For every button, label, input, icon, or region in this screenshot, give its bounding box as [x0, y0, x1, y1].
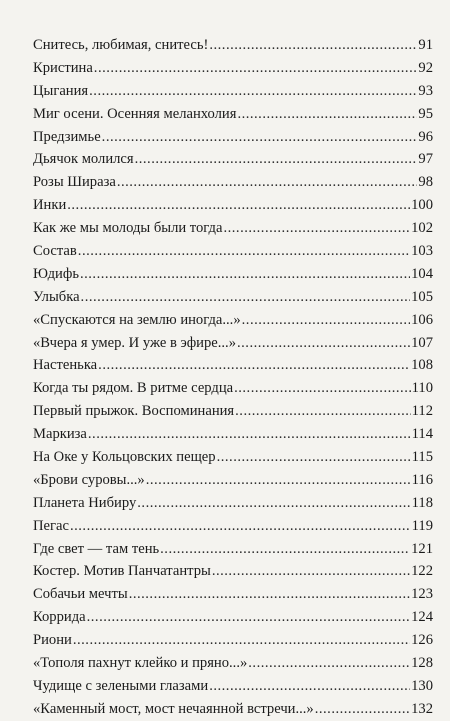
toc-entry-page-number: 130	[411, 677, 433, 694]
toc-entry	[33, 171, 433, 194]
dot-leader	[315, 698, 410, 721]
toc-entry	[33, 126, 433, 149]
toc-entry-title: Планета Нибиру	[33, 494, 137, 511]
toc-entry-page-number: 124	[411, 609, 433, 626]
dot-leader	[78, 240, 410, 263]
toc-entry-title: Снитесь, любимая, снитесь!	[33, 37, 209, 53]
dot-leader	[88, 423, 411, 446]
dot-leader	[81, 286, 411, 309]
dot-leader	[102, 126, 418, 149]
toc-entry-page-number: 93	[418, 82, 433, 99]
toc-entry-title: «Вчера я умер. И уже в эфире...»	[33, 334, 236, 351]
toc-entry-page-number: 107	[411, 334, 433, 351]
toc-entry	[33, 423, 433, 446]
table-of-contents	[33, 34, 433, 721]
toc-entry-page-number: 105	[411, 288, 433, 305]
toc-entry	[33, 583, 433, 606]
dot-leader	[209, 675, 410, 698]
toc-entry-title: «Каменный мост, мост нечаянной встречи...»	[33, 700, 314, 717]
toc-entry-page-number: 110	[411, 380, 433, 397]
toc-entry-title: Кристина	[33, 59, 93, 76]
toc-entry-page-number: 97	[418, 151, 433, 168]
toc-entry	[33, 309, 433, 332]
toc-entry-page-number: 123	[411, 586, 433, 603]
toc-entry	[33, 606, 433, 629]
toc-entry	[33, 515, 433, 538]
dot-leader	[87, 606, 410, 629]
toc-entry-title: Риони	[33, 632, 72, 649]
toc-entry-title: Маркиза	[33, 426, 87, 443]
toc-entry-title: Первый прыжок. Воспоминания	[33, 403, 235, 420]
toc-entry-page-number: 91	[418, 37, 433, 53]
toc-entry-title: Состав	[33, 243, 77, 260]
toc-entry	[33, 194, 433, 217]
toc-entry	[33, 263, 433, 286]
toc-entry-page-number: 104	[411, 265, 433, 282]
toc-entry-page-number: 126	[411, 632, 433, 649]
dot-leader	[160, 538, 410, 561]
toc-entry-title: Когда ты рядом. В ритме сердца	[33, 380, 234, 397]
dot-leader	[70, 515, 411, 538]
toc-entry	[33, 332, 433, 355]
toc-entry	[33, 629, 433, 652]
toc-entry-title: «Брови суровы...»	[33, 471, 145, 488]
toc-entry-title: Розы Шираза	[33, 174, 116, 191]
dot-leader	[235, 400, 410, 423]
toc-entry-page-number: 132	[411, 700, 433, 717]
dot-leader	[217, 446, 411, 469]
toc-entry-title: Юдифь	[33, 265, 79, 282]
toc-entry-page-number: 95	[418, 105, 433, 122]
dot-leader	[80, 263, 410, 286]
toc-entry	[33, 698, 433, 721]
dot-leader	[234, 377, 411, 400]
dot-leader	[117, 171, 418, 194]
toc-entry	[33, 217, 433, 240]
toc-entry-page-number: 121	[411, 540, 433, 557]
dot-leader	[137, 492, 410, 515]
dot-leader	[67, 194, 410, 217]
toc-entry	[33, 103, 433, 126]
toc-entry	[33, 80, 433, 103]
toc-entry-page-number: 106	[411, 311, 433, 328]
toc-entry	[33, 675, 433, 698]
toc-entry-page-number: 128	[411, 655, 433, 672]
toc-entry	[33, 446, 433, 469]
toc-entry	[33, 377, 433, 400]
dot-leader	[73, 629, 410, 652]
dot-leader	[237, 103, 417, 126]
toc-entry	[33, 469, 433, 492]
toc-entry-title: Улыбка	[33, 288, 80, 305]
toc-entry-page-number: 102	[411, 220, 433, 237]
toc-entry	[33, 538, 433, 561]
toc-entry-page-number: 115	[411, 449, 433, 466]
toc-entry-page-number: 96	[418, 128, 433, 145]
toc-entry	[33, 354, 433, 377]
toc-entry-title: Предзимье	[33, 128, 101, 145]
toc-entry-page-number: 92	[418, 59, 433, 76]
dot-leader	[89, 80, 417, 103]
dot-leader	[146, 469, 411, 492]
toc-entry	[33, 400, 433, 423]
toc-entry-title: Цыгания	[33, 82, 89, 99]
toc-entry-title: Инки	[33, 197, 67, 214]
dot-leader	[237, 332, 410, 355]
toc-entry-title: Коррида	[33, 609, 86, 626]
dot-leader	[248, 652, 410, 675]
toc-entry-title: Дьячок молился	[33, 151, 134, 168]
toc-entry-page-number: 122	[411, 563, 433, 580]
toc-entry-page-number: 116	[411, 471, 433, 488]
toc-entry-title: Как же мы молоды были тогда	[33, 220, 223, 237]
toc-entry	[33, 652, 433, 675]
toc-entry-title: Настенька	[33, 357, 98, 374]
toc-entry-title: Пегас	[33, 517, 69, 534]
toc-entry	[33, 57, 433, 80]
toc-entry-page-number: 119	[411, 517, 433, 534]
toc-entry-title: На Оке у Кольцовских пещер	[33, 449, 216, 466]
dot-leader	[94, 57, 418, 80]
toc-entry-page-number: 114	[411, 426, 433, 443]
toc-entry-title: Чудище с зелеными глазами	[33, 677, 209, 694]
toc-entry-page-number: 118	[411, 494, 433, 511]
toc-entry-title: Собачьи мечты	[33, 586, 128, 603]
dot-leader	[135, 148, 418, 171]
toc-entry	[33, 492, 433, 515]
toc-entry	[33, 34, 433, 57]
toc-entry-title: Где свет — там тень	[33, 540, 160, 557]
dot-leader	[212, 560, 410, 583]
toc-entry-page-number: 112	[411, 403, 433, 420]
toc-entry-page-number: 103	[411, 243, 433, 260]
toc-entry	[33, 286, 433, 309]
toc-entry-page-number: 108	[411, 357, 433, 374]
dot-leader	[242, 309, 410, 332]
toc-entry-title: «Тополя пахнут клейко и пряно...»	[33, 655, 248, 672]
toc-entry-page-number: 98	[418, 174, 433, 191]
toc-entry	[33, 240, 433, 263]
toc-entry-page-number: 100	[411, 197, 433, 214]
toc-entry	[33, 560, 433, 583]
toc-entry-title: Миг осени. Осенняя меланхолия	[33, 105, 237, 122]
toc-entry-title: Костер. Мотив Панчатантры	[33, 563, 211, 580]
dot-leader	[209, 34, 417, 57]
toc-entry	[33, 148, 433, 171]
dot-leader	[98, 354, 410, 377]
toc-entry-title: «Спускаются на землю иногда...»	[33, 311, 241, 328]
dot-leader	[129, 583, 410, 606]
dot-leader	[223, 217, 410, 240]
